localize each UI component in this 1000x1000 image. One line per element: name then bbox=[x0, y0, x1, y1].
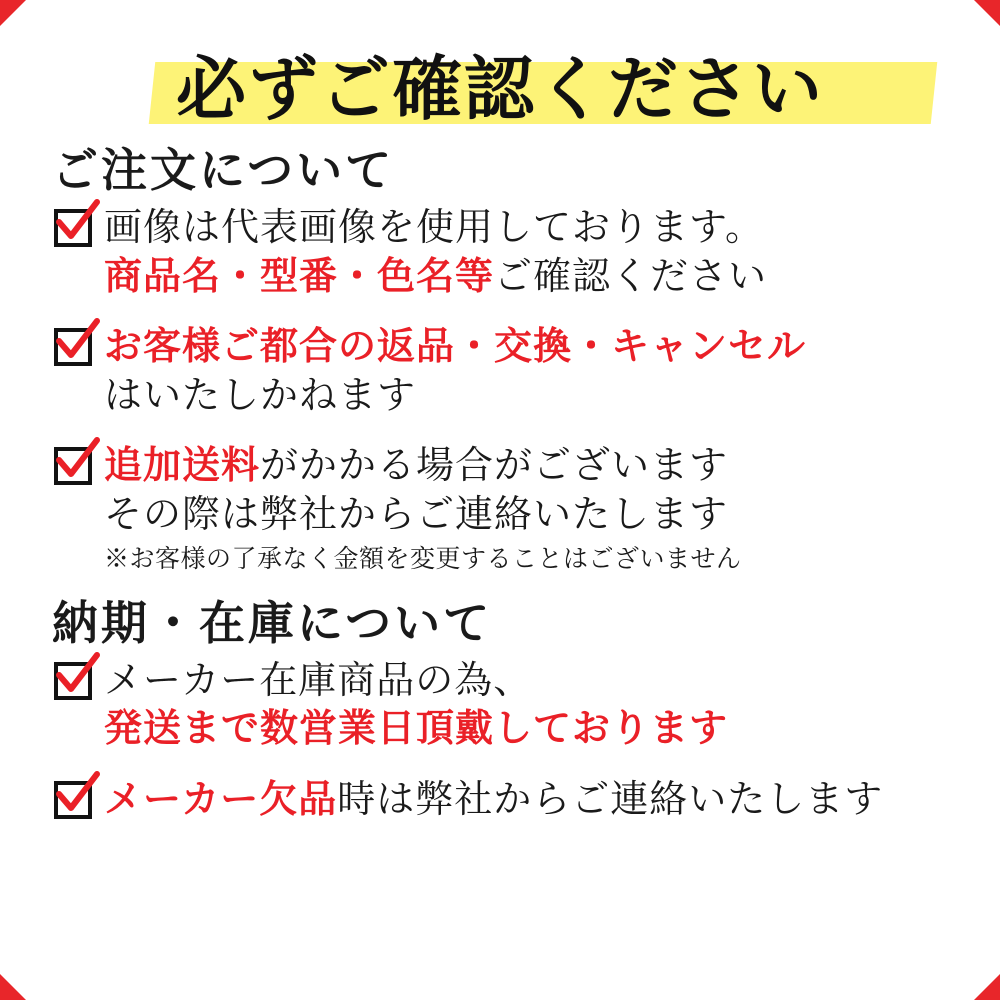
list-item bbox=[54, 441, 956, 574]
list-item-text bbox=[104, 322, 956, 419]
list-item-line bbox=[104, 443, 728, 487]
checkbox-icon bbox=[54, 209, 92, 247]
list-item-line bbox=[104, 254, 767, 298]
list-item-plain: 時は弊社からご連絡いたします bbox=[337, 776, 884, 821]
corner-accent-top-right bbox=[974, 0, 1000, 26]
list-item-note: ※お客様の了承なく金額を変更することはございません bbox=[104, 543, 742, 573]
page-title-block bbox=[44, 36, 956, 136]
corner-accent-bottom-left bbox=[0, 974, 26, 1000]
checkbox-icon bbox=[54, 447, 92, 485]
list-item-line: 画像は代表画像を使用しております。 bbox=[104, 204, 764, 249]
checkbox-icon bbox=[54, 328, 92, 366]
list-item bbox=[54, 322, 956, 419]
list-item-emphasis: 追加送料 bbox=[104, 442, 261, 488]
list-item-text bbox=[104, 203, 956, 300]
list-item bbox=[54, 656, 956, 753]
list-item-plain: がかかる場合がございます bbox=[260, 443, 729, 488]
list-item-plain: ご確認ください bbox=[494, 253, 768, 298]
list-item-line bbox=[104, 777, 883, 821]
list-item-line: その際は弊社からご連絡いたします bbox=[104, 492, 729, 537]
list-item-line: お客様ご都合の返品・交換・キャンセル bbox=[104, 323, 807, 369]
list-item bbox=[54, 775, 956, 824]
list-item-line: 発送まで数営業日頂戴しております bbox=[104, 705, 729, 751]
checkbox-icon bbox=[54, 781, 92, 819]
section-heading-delivery: 納期・在庫について bbox=[52, 595, 493, 650]
page-title: 必ずご確認ください bbox=[176, 47, 824, 130]
list-item-emphasis: 商品名・型番・色名等 bbox=[104, 252, 495, 298]
checkbox-icon bbox=[54, 662, 92, 700]
list-item-text bbox=[104, 441, 956, 574]
corner-accent-top-left bbox=[0, 0, 26, 26]
corner-accent-bottom-right bbox=[974, 974, 1000, 1000]
list-item bbox=[54, 203, 956, 300]
list-item-text bbox=[104, 775, 956, 824]
list-item-line: はいたしかねます bbox=[104, 372, 417, 417]
list-item-emphasis: メーカー欠品 bbox=[104, 775, 338, 821]
list-item-line: メーカー在庫商品の為、 bbox=[104, 657, 533, 702]
section-heading-order: ご注文について bbox=[52, 143, 395, 197]
list-item-text bbox=[104, 656, 956, 753]
